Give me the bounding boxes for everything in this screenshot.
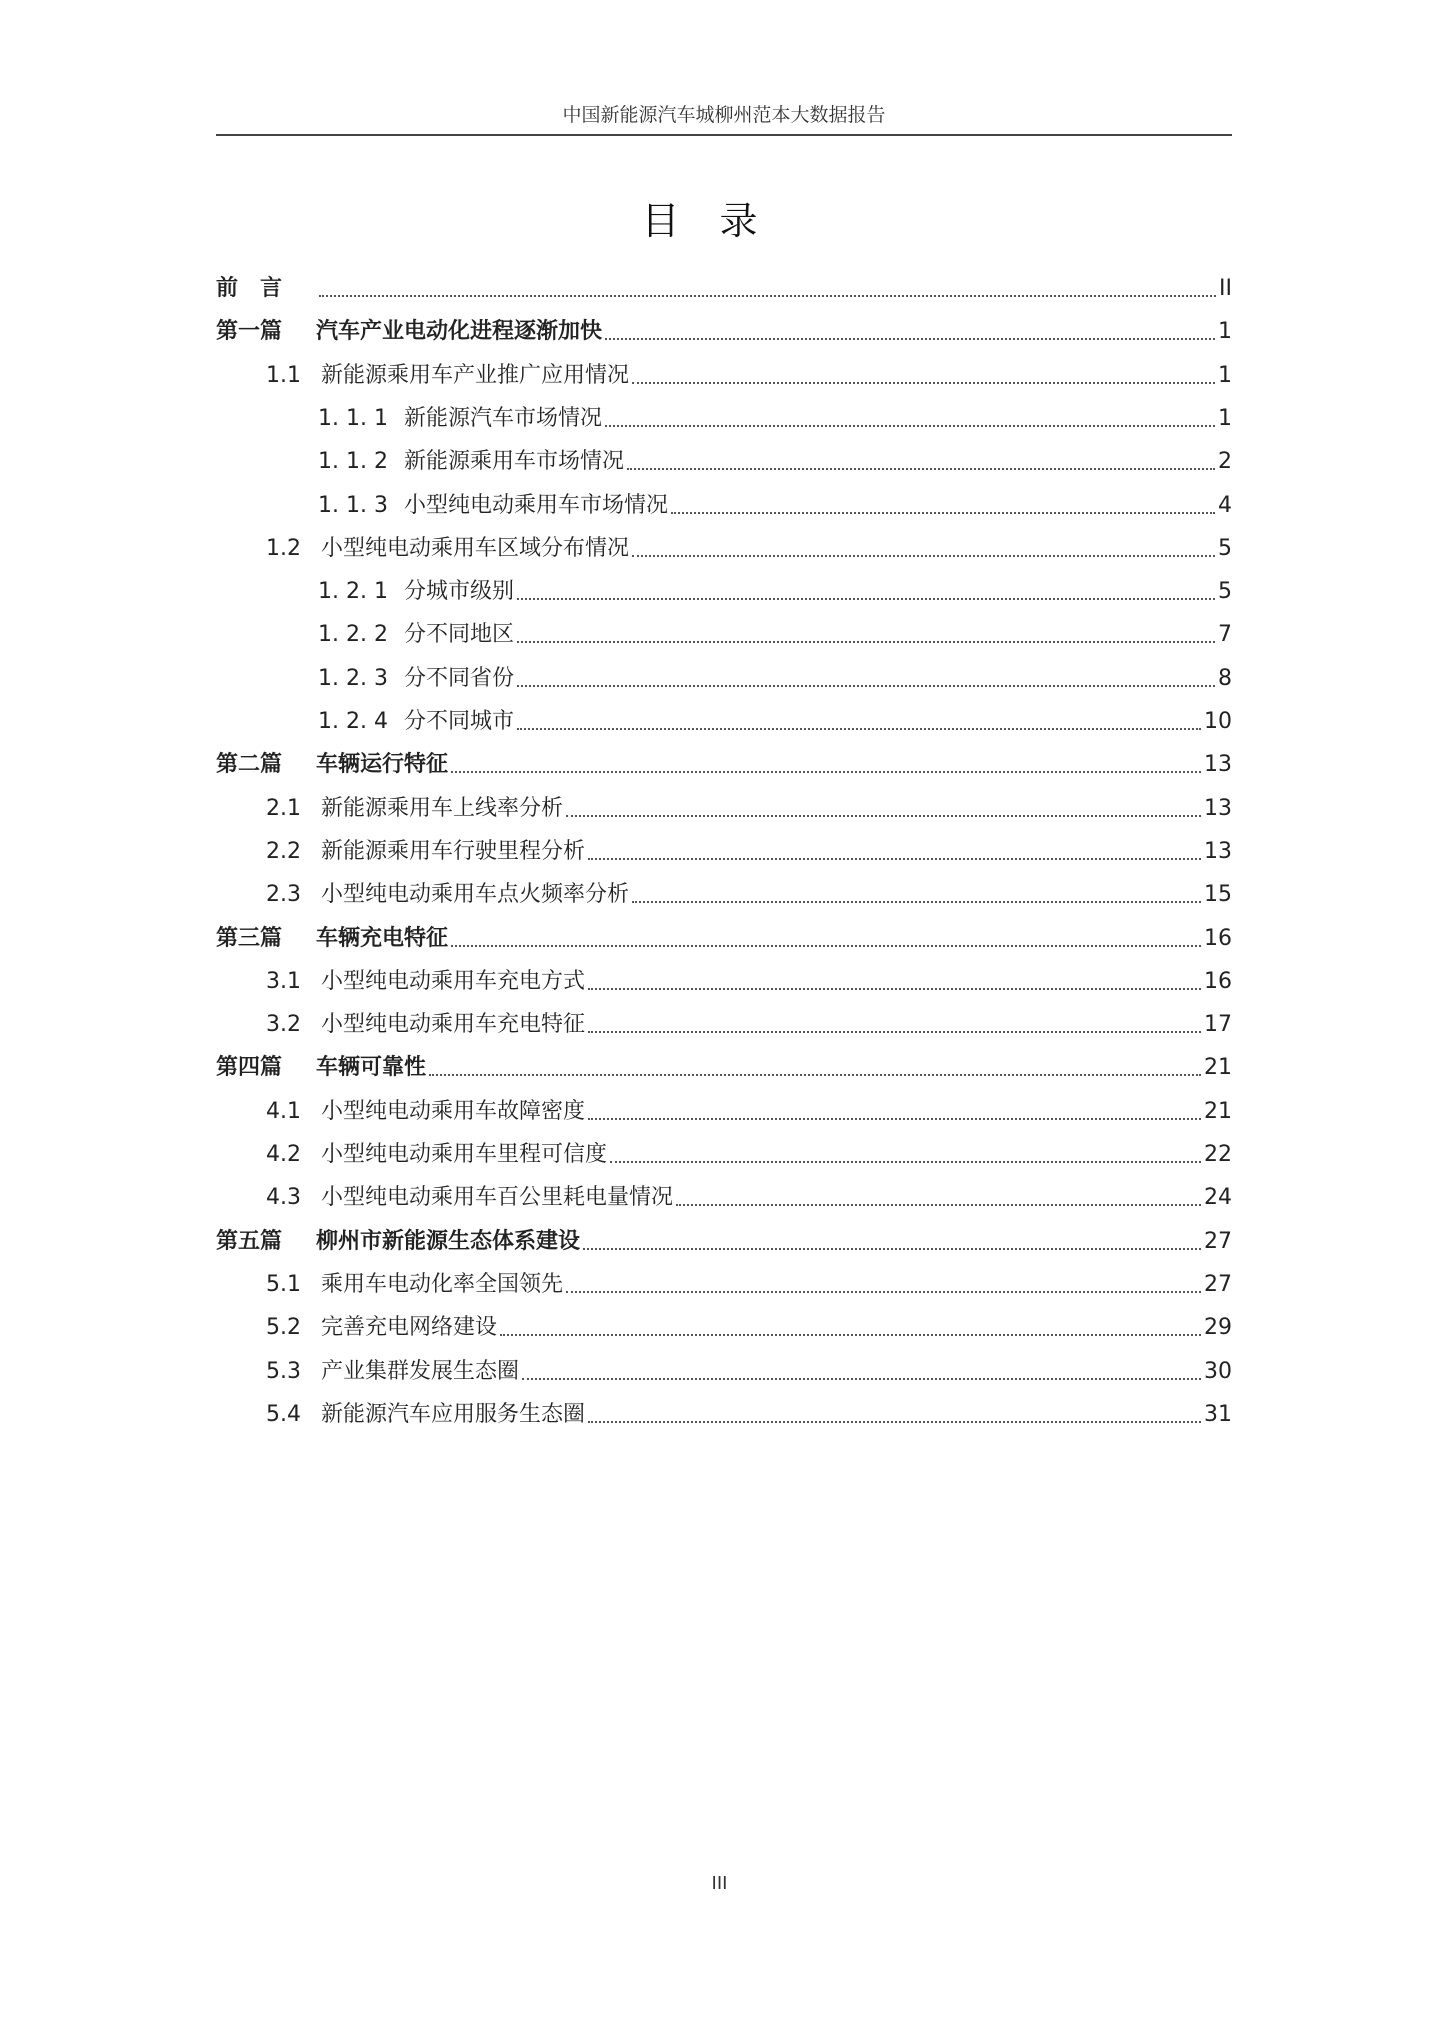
toc-entry-title: 新能源乘用车产业推广应用情况 xyxy=(321,363,630,388)
toc-entry[interactable] xyxy=(266,359,1232,389)
toc-entry-number: 4.1 xyxy=(266,1099,301,1124)
toc-entry-page: 1 xyxy=(1218,319,1232,344)
toc-entry[interactable] xyxy=(216,922,1232,952)
toc-entry-page: 5 xyxy=(1218,536,1232,561)
toc-entry-number: 1. 2. 4 xyxy=(318,709,388,734)
toc-entry-title: 车辆可靠性 xyxy=(316,1055,427,1080)
toc-entry-page: 27 xyxy=(1204,1229,1232,1254)
toc-entry-page: 7 xyxy=(1218,622,1232,647)
dot-leader xyxy=(566,815,1201,817)
toc-entry-number: 4.2 xyxy=(266,1142,301,1167)
toc-entry-number: 3.1 xyxy=(266,969,301,994)
dot-leader xyxy=(588,1421,1201,1423)
toc-entry-page: 8 xyxy=(1218,666,1232,691)
toc-entry[interactable] xyxy=(266,878,1232,908)
toc-entry-title: 新能源乘用车上线率分析 xyxy=(321,796,564,821)
toc-entry-title: 小型纯电动乘用车充电特征 xyxy=(321,1012,586,1037)
dot-leader xyxy=(517,641,1215,643)
toc-entry-number: 3.2 xyxy=(266,1012,301,1037)
dot-leader xyxy=(429,1074,1201,1076)
toc-entry-title: 产业集群发展生态圈 xyxy=(321,1359,520,1384)
toc-entry[interactable] xyxy=(216,315,1232,345)
dot-leader xyxy=(517,598,1215,600)
toc-entry[interactable] xyxy=(318,575,1232,605)
dot-leader xyxy=(632,901,1201,903)
toc-entry-page: 29 xyxy=(1204,1315,1232,1340)
toc-entry-number: 5.1 xyxy=(266,1272,301,1297)
toc-entry[interactable] xyxy=(318,618,1232,648)
toc-entry-page: 13 xyxy=(1204,796,1232,821)
dot-leader xyxy=(605,425,1215,427)
toc-entry-number: 5.2 xyxy=(266,1315,301,1340)
toc-entry-page: 22 xyxy=(1204,1142,1232,1167)
toc-entry-page: II xyxy=(1219,276,1232,301)
toc-entry-number: 第四篇 xyxy=(216,1055,283,1080)
toc-entry[interactable] xyxy=(266,1311,1232,1341)
toc-entry-title: 新能源汽车应用服务生态圈 xyxy=(321,1402,586,1427)
toc-entry-page: 15 xyxy=(1204,882,1232,907)
dot-leader xyxy=(451,945,1201,947)
running-header: 中国新能源汽车城柳州范本大数据报告 xyxy=(562,104,886,126)
toc-entry-title: 分不同城市 xyxy=(404,709,515,734)
toc-entry-title: 完善充电网络建设 xyxy=(321,1315,498,1340)
toc-entry-number: 1.1 xyxy=(266,363,301,388)
toc-entry-title: 小型纯电动乘用车市场情况 xyxy=(404,493,669,518)
dot-leader xyxy=(451,771,1201,773)
dot-leader xyxy=(676,1204,1201,1206)
toc-entry-number: 第五篇 xyxy=(216,1229,283,1254)
toc-entry-title: 车辆运行特征 xyxy=(316,752,449,777)
toc-entry-page: 31 xyxy=(1204,1402,1232,1427)
toc-entry-number: 1. 1. 1 xyxy=(318,406,388,431)
toc-entry-title: 分城市级别 xyxy=(404,579,515,604)
toc-entry-number: 4.3 xyxy=(266,1185,301,1210)
toc-entry-title: 车辆充电特征 xyxy=(316,926,449,951)
toc-entry[interactable] xyxy=(318,705,1232,735)
toc-entry-number: 2.1 xyxy=(266,796,301,821)
toc-entry-title: 小型纯电动乘用车点火频率分析 xyxy=(321,882,630,907)
toc-entry-page: 13 xyxy=(1204,752,1232,777)
header-divider xyxy=(216,134,1232,136)
toc-entry-title: 小型纯电动乘用车里程可信度 xyxy=(321,1142,608,1167)
toc-entry-page: 21 xyxy=(1204,1055,1232,1080)
toc-entry[interactable] xyxy=(318,662,1232,692)
toc-entry-page: 1 xyxy=(1218,363,1232,388)
dot-leader xyxy=(517,685,1215,687)
toc-entry[interactable] xyxy=(266,792,1232,822)
dot-leader xyxy=(605,338,1215,340)
dot-leader xyxy=(671,512,1215,514)
dot-leader xyxy=(588,1118,1201,1120)
dot-leader xyxy=(500,1334,1201,1336)
toc-entry-title: 乘用车电动化率全国领先 xyxy=(321,1272,564,1297)
toc-entry-page: 16 xyxy=(1204,969,1232,994)
dot-leader xyxy=(610,1161,1201,1163)
dot-leader xyxy=(627,468,1215,470)
toc-entry-number: 1. 2. 3 xyxy=(318,666,388,691)
toc-entry-number: 1. 2. 2 xyxy=(318,622,388,647)
toc-entry-page: 21 xyxy=(1204,1099,1232,1124)
toc-entry[interactable] xyxy=(266,1095,1232,1125)
dot-leader xyxy=(588,858,1201,860)
toc-entry-number: 前 言 xyxy=(216,276,283,301)
toc-entry-title: 分不同省份 xyxy=(404,666,515,691)
toc-entry[interactable] xyxy=(216,1225,1232,1255)
toc-entry-number: 1. 1. 2 xyxy=(318,449,388,474)
dot-leader xyxy=(588,988,1201,990)
toc-entry-page: 17 xyxy=(1204,1012,1232,1037)
toc-entry[interactable] xyxy=(266,965,1232,995)
toc-entry-number: 2.3 xyxy=(266,882,301,907)
toc-entry-title: 新能源乘用车行驶里程分析 xyxy=(321,839,586,864)
toc-entry-number: 5.4 xyxy=(266,1402,301,1427)
toc-entry-page: 24 xyxy=(1204,1185,1232,1210)
toc-entry[interactable] xyxy=(266,1181,1232,1211)
toc-entry-title: 小型纯电动乘用车故障密度 xyxy=(321,1099,586,1124)
dot-leader xyxy=(632,382,1215,384)
dot-leader xyxy=(517,728,1201,730)
toc-entry-page: 30 xyxy=(1204,1359,1232,1384)
toc-entry[interactable] xyxy=(266,532,1232,562)
page-title: 目录 xyxy=(641,199,798,243)
toc-entry-number: 第二篇 xyxy=(216,752,283,777)
toc-entry-title: 新能源汽车市场情况 xyxy=(404,406,603,431)
toc-entry-title: 分不同地区 xyxy=(404,622,515,647)
toc-entry-number: 2.2 xyxy=(266,839,301,864)
toc-entry-title: 新能源乘用车市场情况 xyxy=(404,449,625,474)
toc-entry[interactable] xyxy=(266,1355,1232,1385)
toc-entry[interactable] xyxy=(318,402,1232,432)
toc-entry-page: 2 xyxy=(1218,449,1232,474)
toc-entry-number: 5.3 xyxy=(266,1359,301,1384)
toc-entry[interactable] xyxy=(266,1008,1232,1038)
toc-entry-title: 柳州市新能源生态体系建设 xyxy=(316,1229,581,1254)
dot-leader xyxy=(522,1378,1201,1380)
toc-entry-page: 4 xyxy=(1218,493,1232,518)
toc-entry-title: 汽车产业电动化进程逐渐加快 xyxy=(316,319,603,344)
toc-entry-page: 27 xyxy=(1204,1272,1232,1297)
toc-entry-page: 16 xyxy=(1204,926,1232,951)
toc-entry-number: 第一篇 xyxy=(216,319,283,344)
toc-entry[interactable] xyxy=(266,1138,1232,1168)
toc-entry-number: 1.2 xyxy=(266,536,301,561)
dot-leader xyxy=(583,1248,1201,1250)
toc-entry[interactable] xyxy=(318,489,1232,519)
toc-entry[interactable] xyxy=(266,1268,1232,1298)
toc-entry[interactable] xyxy=(266,1398,1232,1428)
toc-entry-page: 10 xyxy=(1204,709,1232,734)
toc-entry-number: 1. 1. 3 xyxy=(318,493,388,518)
toc-entry[interactable] xyxy=(216,1051,1232,1081)
page-number: III xyxy=(711,1873,728,1894)
toc-entry-number: 1. 2. 1 xyxy=(318,579,388,604)
toc-entry-title: 小型纯电动乘用车区域分布情况 xyxy=(321,536,630,561)
toc-entry-page: 1 xyxy=(1218,406,1232,431)
toc-entry-title: 小型纯电动乘用车充电方式 xyxy=(321,969,586,994)
toc-entry[interactable] xyxy=(216,748,1232,778)
dot-leader xyxy=(319,295,1216,297)
dot-leader xyxy=(588,1031,1201,1033)
toc-entry[interactable] xyxy=(266,835,1232,865)
toc-entry[interactable] xyxy=(216,272,1232,302)
toc-entry[interactable] xyxy=(318,445,1232,475)
toc-entry-page: 5 xyxy=(1218,579,1232,604)
toc-entry-number: 第三篇 xyxy=(216,926,283,951)
dot-leader xyxy=(632,555,1215,557)
toc-entry-title: 小型纯电动乘用车百公里耗电量情况 xyxy=(321,1185,674,1210)
dot-leader xyxy=(566,1291,1201,1293)
toc-entry-page: 13 xyxy=(1204,839,1232,864)
